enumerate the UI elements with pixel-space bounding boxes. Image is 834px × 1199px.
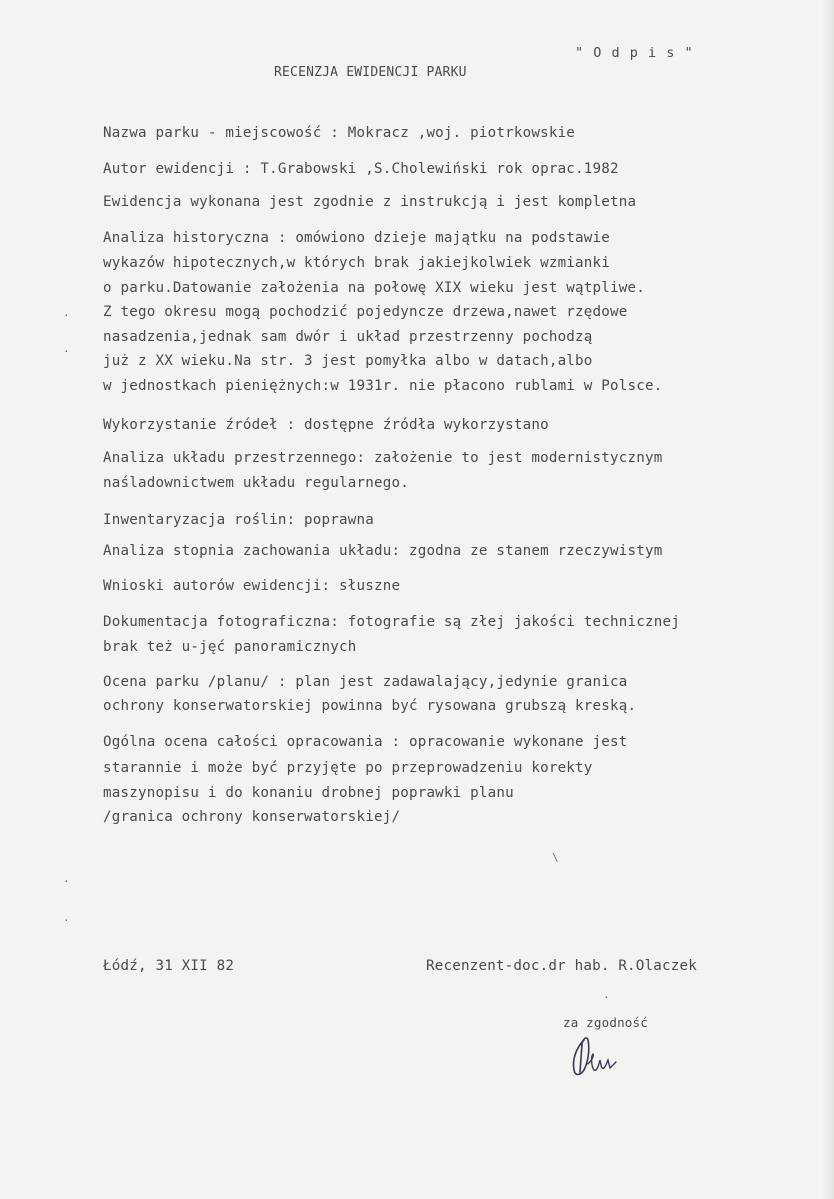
document-title: RECENZJA EWIDENCJI PARKU: [274, 65, 467, 80]
plant-inventory-line: Inwentaryzacja roślin: poprawna: [103, 512, 374, 528]
park-assessment-line: ochrony konserwatorskiej powinna być rysowana grubszą kreską.: [103, 698, 637, 714]
reviewer-signature-line: Recenzent-doc.dr hab. R.Olaczek: [426, 958, 697, 974]
photo-documentation-line: brak też u-jęć panoramicznych: [103, 639, 357, 655]
park-name-line: Nazwa parku - miejscowość : Mokracz ,woj. piotrkowskie: [103, 125, 576, 141]
overall-assessment-line: starannie i może być przyjęte po przeprowadzeniu korekty: [103, 760, 593, 776]
sources-line: Wykorzystanie źródeł : dostępne źródła wykorzystano: [103, 417, 549, 433]
margin-mark: \: [552, 851, 559, 864]
copy-label: " O d p i s ": [575, 45, 694, 61]
conformity-note: za zgodność: [563, 1015, 648, 1030]
handwritten-signature: [566, 1034, 626, 1080]
margin-mark: ·: [603, 991, 610, 1004]
author-line: Autor ewidencji : T.Grabowski ,S.Cholewiński rok oprac.1982: [103, 161, 619, 177]
margin-mark: ·: [63, 914, 70, 927]
spatial-analysis-line: Analiza układu przestrzennego: założenie to jest modernistycznym: [103, 450, 663, 466]
photo-documentation-line: Dokumentacja fotograficzna: fotografie są złej jakości technicznej: [103, 614, 680, 630]
park-assessment-line: Ocena parku /planu/ : plan jest zadawalający,jedynie granica: [103, 674, 628, 690]
conclusions-line: Wnioski autorów ewidencji: słuszne: [103, 578, 401, 594]
historical-analysis-line: Z tego okresu mogą pochodzić pojedyncze drzewa,nawet rzędowe: [103, 304, 628, 320]
margin-mark: ·: [63, 875, 70, 888]
spatial-analysis-line: naśladownictwem układu regularnego.: [103, 475, 409, 491]
historical-analysis-line: już z XX wieku.Na str. 3 jest pomyłka albo w datach,albo: [103, 353, 593, 369]
compliance-line: Ewidencja wykonana jest zgodnie z instrukcją i jest kompletna: [103, 194, 637, 210]
historical-analysis-line: o parku.Datowanie założenia na połowę XIX wieku jest wątpliwe.: [103, 280, 645, 296]
overall-assessment-line: /granica ochrony konserwatorskiej/: [103, 809, 401, 825]
overall-assessment-line: Ogólna ocena całości opracowania : opracowanie wykonane jest: [103, 734, 628, 750]
place-date: Łódź, 31 XII 82: [103, 958, 235, 974]
overall-assessment-line: maszynopisu i do konaniu drobnej poprawki planu: [103, 785, 514, 801]
preservation-analysis-line: Analiza stopnia zachowania układu: zgodna ze stanem rzeczywistym: [103, 543, 663, 559]
historical-analysis-line: wykazów hipotecznych,w których brak jakiejkolwiek wzmianki: [103, 255, 611, 271]
margin-mark: ·: [63, 345, 70, 358]
margin-mark: ·: [63, 309, 70, 322]
historical-analysis-line: Analiza historyczna : omówiono dzieje majątku na podstawie: [103, 230, 611, 246]
historical-analysis-line: nasadzenia,jednak sam dwór i układ przestrzenny pochodzą: [103, 329, 593, 345]
historical-analysis-line: w jednostkach pieniężnych:w 1931r. nie płacono rublami w Polsce.: [103, 378, 663, 394]
